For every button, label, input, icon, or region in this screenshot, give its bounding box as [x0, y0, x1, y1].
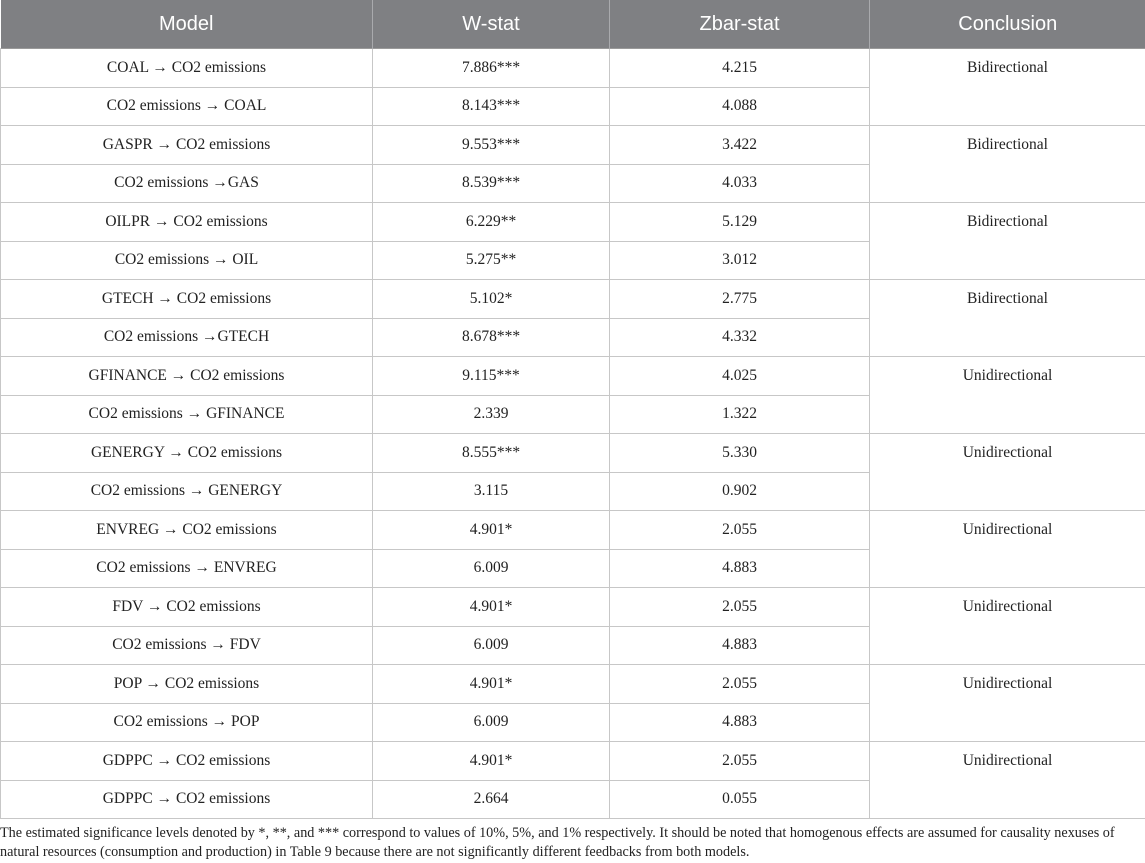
table-row	[1, 357, 1145, 396]
table-row	[1, 434, 1145, 473]
w-stat-cell: 2.339	[373, 395, 610, 434]
header-conclusion: Conclusion	[870, 0, 1145, 49]
table-row	[1, 511, 1145, 550]
model-cell: OILPR → CO2 emissions	[1, 203, 373, 242]
w-stat-cell: 8.539***	[373, 164, 610, 203]
model-cell: CO2 emissions → COAL	[1, 87, 373, 126]
zbar-stat-cell: 5.129	[610, 203, 870, 242]
table-footnote: The estimated significance levels denoted by *, **, and *** correspond to values of 10%, 5%, and 1% respectively. It should be noted that homogenous effects are assumed for causality nexuses of natural resources (consumption and production) in Table 9 because there are not significantly different feedbacks from both models.	[0, 825, 1115, 860]
w-stat-cell: 2.664	[373, 780, 610, 819]
model-cell: CO2 emissions → GENERGY	[1, 472, 373, 511]
zbar-stat-cell: 4.883	[610, 626, 870, 665]
model-cell: CO2 emissions → ENVREG	[1, 549, 373, 588]
w-stat-cell: 6.009	[373, 549, 610, 588]
model-cell: CO2 emissions →GTECH	[1, 318, 373, 357]
header-zbar-stat: Zbar-stat	[610, 0, 870, 49]
w-stat-cell: 7.886***	[373, 49, 610, 88]
conclusion-cell: Bidirectional	[870, 49, 1145, 126]
model-cell: GTECH → CO2 emissions	[1, 280, 373, 319]
w-stat-cell: 6.229**	[373, 203, 610, 242]
table-row	[1, 665, 1145, 704]
conclusion-cell: Unidirectional	[870, 511, 1145, 588]
conclusion-cell: Unidirectional	[870, 357, 1145, 434]
model-cell: CO2 emissions → POP	[1, 703, 373, 742]
zbar-stat-cell: 4.033	[610, 164, 870, 203]
model-cell: POP → CO2 emissions	[1, 665, 373, 704]
w-stat-cell: 4.901*	[373, 588, 610, 627]
model-cell: CO2 emissions → FDV	[1, 626, 373, 665]
zbar-stat-cell: 4.883	[610, 549, 870, 588]
header-model: Model	[1, 0, 373, 49]
zbar-stat-cell: 2.775	[610, 280, 870, 319]
w-stat-cell: 3.115	[373, 472, 610, 511]
table-row	[1, 742, 1145, 781]
table-row	[1, 203, 1145, 242]
w-stat-cell: 8.143***	[373, 87, 610, 126]
model-cell: CO2 emissions →GAS	[1, 164, 373, 203]
zbar-stat-cell: 4.088	[610, 87, 870, 126]
w-stat-cell: 6.009	[373, 626, 610, 665]
table-row	[1, 126, 1145, 165]
zbar-stat-cell: 2.055	[610, 665, 870, 704]
zbar-stat-cell: 0.055	[610, 780, 870, 819]
conclusion-cell: Unidirectional	[870, 434, 1145, 511]
header-w-stat: W-stat	[373, 0, 610, 49]
conclusion-cell: Bidirectional	[870, 203, 1145, 280]
model-cell: GFINANCE → CO2 emissions	[1, 357, 373, 396]
zbar-stat-cell: 1.322	[610, 395, 870, 434]
model-cell: GDPPC → CO2 emissions	[1, 780, 373, 819]
model-cell: GENERGY → CO2 emissions	[1, 434, 373, 473]
header-row	[1, 0, 1145, 49]
conclusion-cell: Unidirectional	[870, 665, 1145, 742]
zbar-stat-cell: 4.215	[610, 49, 870, 88]
conclusion-cell: Bidirectional	[870, 126, 1145, 203]
zbar-stat-cell: 2.055	[610, 588, 870, 627]
model-cell: CO2 emissions → GFINANCE	[1, 395, 373, 434]
w-stat-cell: 5.275**	[373, 241, 610, 280]
zbar-stat-cell: 3.422	[610, 126, 870, 165]
table-row	[1, 49, 1145, 88]
zbar-stat-cell: 2.055	[610, 511, 870, 550]
w-stat-cell: 9.553***	[373, 126, 610, 165]
zbar-stat-cell: 3.012	[610, 241, 870, 280]
w-stat-cell: 8.678***	[373, 318, 610, 357]
zbar-stat-cell: 2.055	[610, 742, 870, 781]
w-stat-cell: 4.901*	[373, 742, 610, 781]
zbar-stat-cell: 0.902	[610, 472, 870, 511]
conclusion-cell: Unidirectional	[870, 742, 1145, 819]
conclusion-cell: Bidirectional	[870, 280, 1145, 357]
w-stat-cell: 4.901*	[373, 511, 610, 550]
w-stat-cell: 5.102*	[373, 280, 610, 319]
zbar-stat-cell: 4.025	[610, 357, 870, 396]
model-cell: GASPR → CO2 emissions	[1, 126, 373, 165]
zbar-stat-cell: 4.883	[610, 703, 870, 742]
model-cell: ENVREG → CO2 emissions	[1, 511, 373, 550]
model-cell: FDV → CO2 emissions	[1, 588, 373, 627]
zbar-stat-cell: 5.330	[610, 434, 870, 473]
model-cell: CO2 emissions → OIL	[1, 241, 373, 280]
table-row	[1, 588, 1145, 627]
w-stat-cell: 9.115***	[373, 357, 610, 396]
model-cell: GDPPC → CO2 emissions	[1, 742, 373, 781]
table-row	[1, 280, 1145, 319]
w-stat-cell: 4.901*	[373, 665, 610, 704]
zbar-stat-cell: 4.332	[610, 318, 870, 357]
model-cell: COAL → CO2 emissions	[1, 49, 373, 88]
w-stat-cell: 6.009	[373, 703, 610, 742]
w-stat-cell: 8.555***	[373, 434, 610, 473]
conclusion-cell: Unidirectional	[870, 588, 1145, 665]
